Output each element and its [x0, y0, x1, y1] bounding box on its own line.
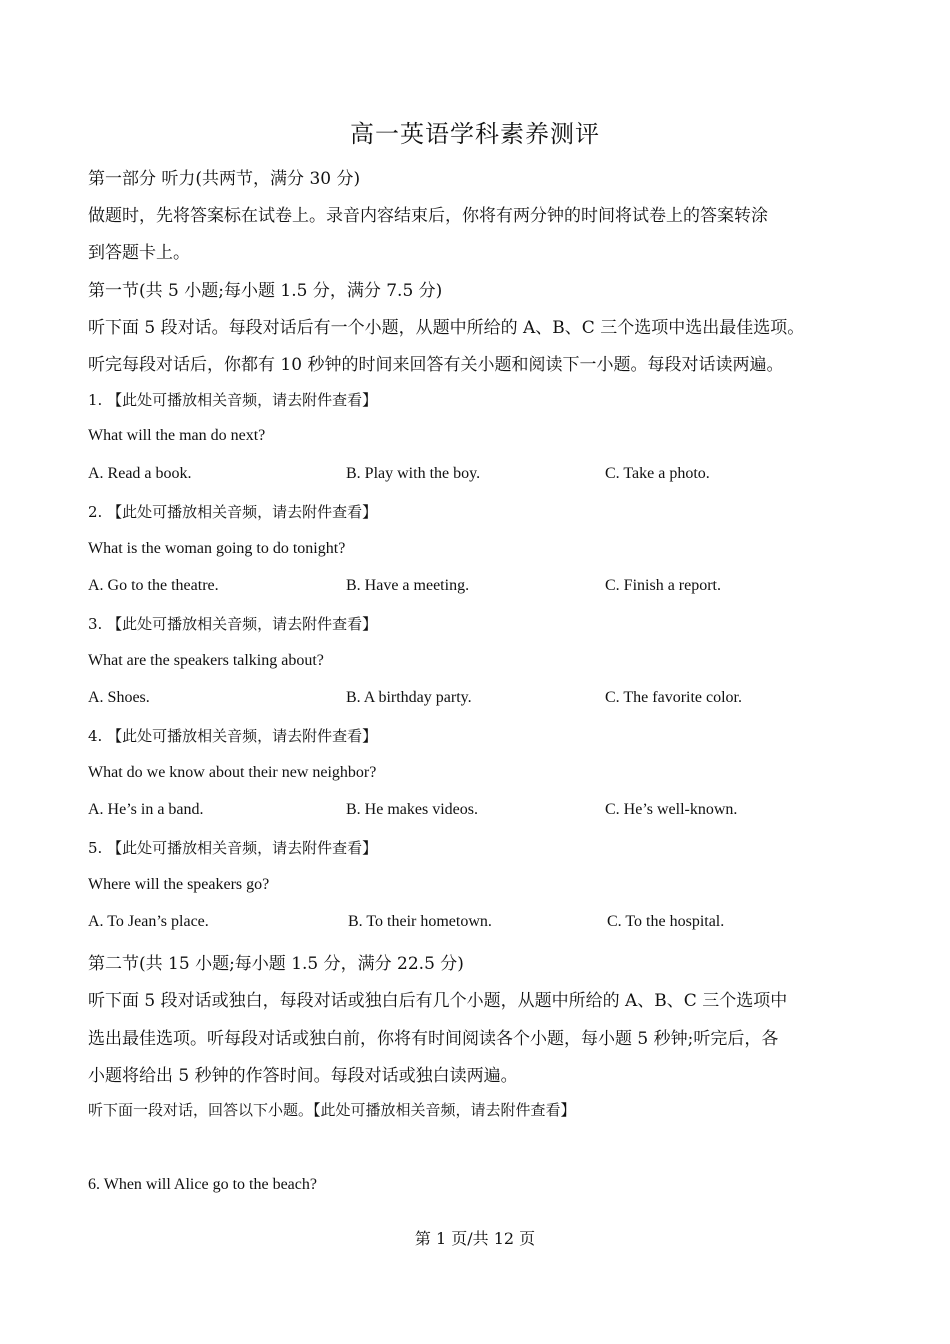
q5-question: Where will the speakers go?	[88, 876, 270, 893]
q1-question: What will the man do next?	[88, 427, 266, 444]
q3-option-a: A. Shoes.	[88, 689, 150, 706]
q3-audio-link[interactable]: 3. 【此处可播放相关音频，请去附件查看】	[88, 615, 378, 633]
q4-option-b: B. He makes videos.	[346, 801, 478, 818]
q4-question: What do we know about their new neighbor?	[88, 764, 377, 781]
q2-question: What is the woman going to do tonight?	[88, 540, 346, 557]
q5-audio-link[interactable]: 5. 【此处可播放相关音频，请去附件查看】	[88, 839, 378, 857]
q1-option-b: B. Play with the boy.	[346, 465, 481, 482]
q1-option-c: C. Take a photo.	[605, 465, 710, 482]
section1-heading: 第一节(共 5 小题;每小题 1.5 分，满分 7.5 分)	[88, 281, 443, 301]
q5-option-c: C. To the hospital.	[607, 913, 725, 930]
q2-option-a: A. Go to the theatre.	[88, 577, 219, 594]
section1-instr-line2: 听完每段对话后，你都有 10 秒钟的时间来回答有关小题和阅读下一小题。每段对话读两遍。	[88, 355, 784, 375]
part1-heading: 第一部分 听力(共两节，满分 30 分)	[88, 169, 361, 189]
q4-option-a: A. He’s in a band.	[88, 801, 204, 818]
part1-intro-line2: 到答题卡上。	[88, 243, 190, 263]
page-footer: 第 1 页/共 12 页	[414, 1229, 536, 1248]
q3-option-b: B. A birthday party.	[346, 689, 472, 706]
q2-option-c: C. Finish a report.	[605, 577, 721, 594]
q4-audio-link[interactable]: 4. 【此处可播放相关音频，请去附件查看】	[88, 727, 378, 745]
q5-option-b: B. To their hometown.	[348, 913, 492, 930]
q4-option-c: C. He’s well-known.	[605, 801, 738, 818]
section2-audio-link[interactable]: 听下面一段对话，回答以下小题。【此处可播放相关音频，请去附件查看】	[88, 1101, 576, 1119]
page-title: 高一英语学科素养测评	[350, 120, 600, 148]
q2-audio-link[interactable]: 2. 【此处可播放相关音频，请去附件查看】	[88, 503, 378, 521]
q5-option-a: A. To Jean’s place.	[88, 913, 209, 930]
section2-instr-line2: 选出最佳选项。听每段对话或独白前，你将有时间阅读各个小题，每小题 5 秒钟;听完后，各	[88, 1029, 779, 1049]
q2-option-b: B. Have a meeting.	[346, 577, 470, 594]
section2-heading: 第二节(共 15 小题;每小题 1.5 分，满分 22.5 分)	[88, 954, 464, 974]
part1-intro-line1: 做题时，先将答案标在试卷上。录音内容结束后，你将有两分钟的时间将试卷上的答案转涂	[88, 206, 768, 226]
q6-question: 6. When will Alice go to the beach?	[88, 1176, 317, 1193]
q1-audio-link[interactable]: 1. 【此处可播放相关音频，请去附件查看】	[88, 391, 378, 409]
section1-instr-line1: 听下面 5 段对话。每段对话后有一个小题，从题中所给的 A、B、C 三个选项中选出最佳选项。	[88, 318, 805, 338]
section2-instr-line1: 听下面 5 段对话或独白，每段对话或独白后有几个小题，从题中所给的 A、B、C 三个选项中	[88, 991, 788, 1011]
q1-option-a: A. Read a book.	[88, 465, 192, 482]
section2-instr-line3: 小题将给出 5 秒钟的作答时间。每段对话或独白读两遍。	[88, 1066, 518, 1086]
q3-question: What are the speakers talking about?	[88, 652, 324, 669]
q3-option-c: C. The favorite color.	[605, 689, 742, 706]
